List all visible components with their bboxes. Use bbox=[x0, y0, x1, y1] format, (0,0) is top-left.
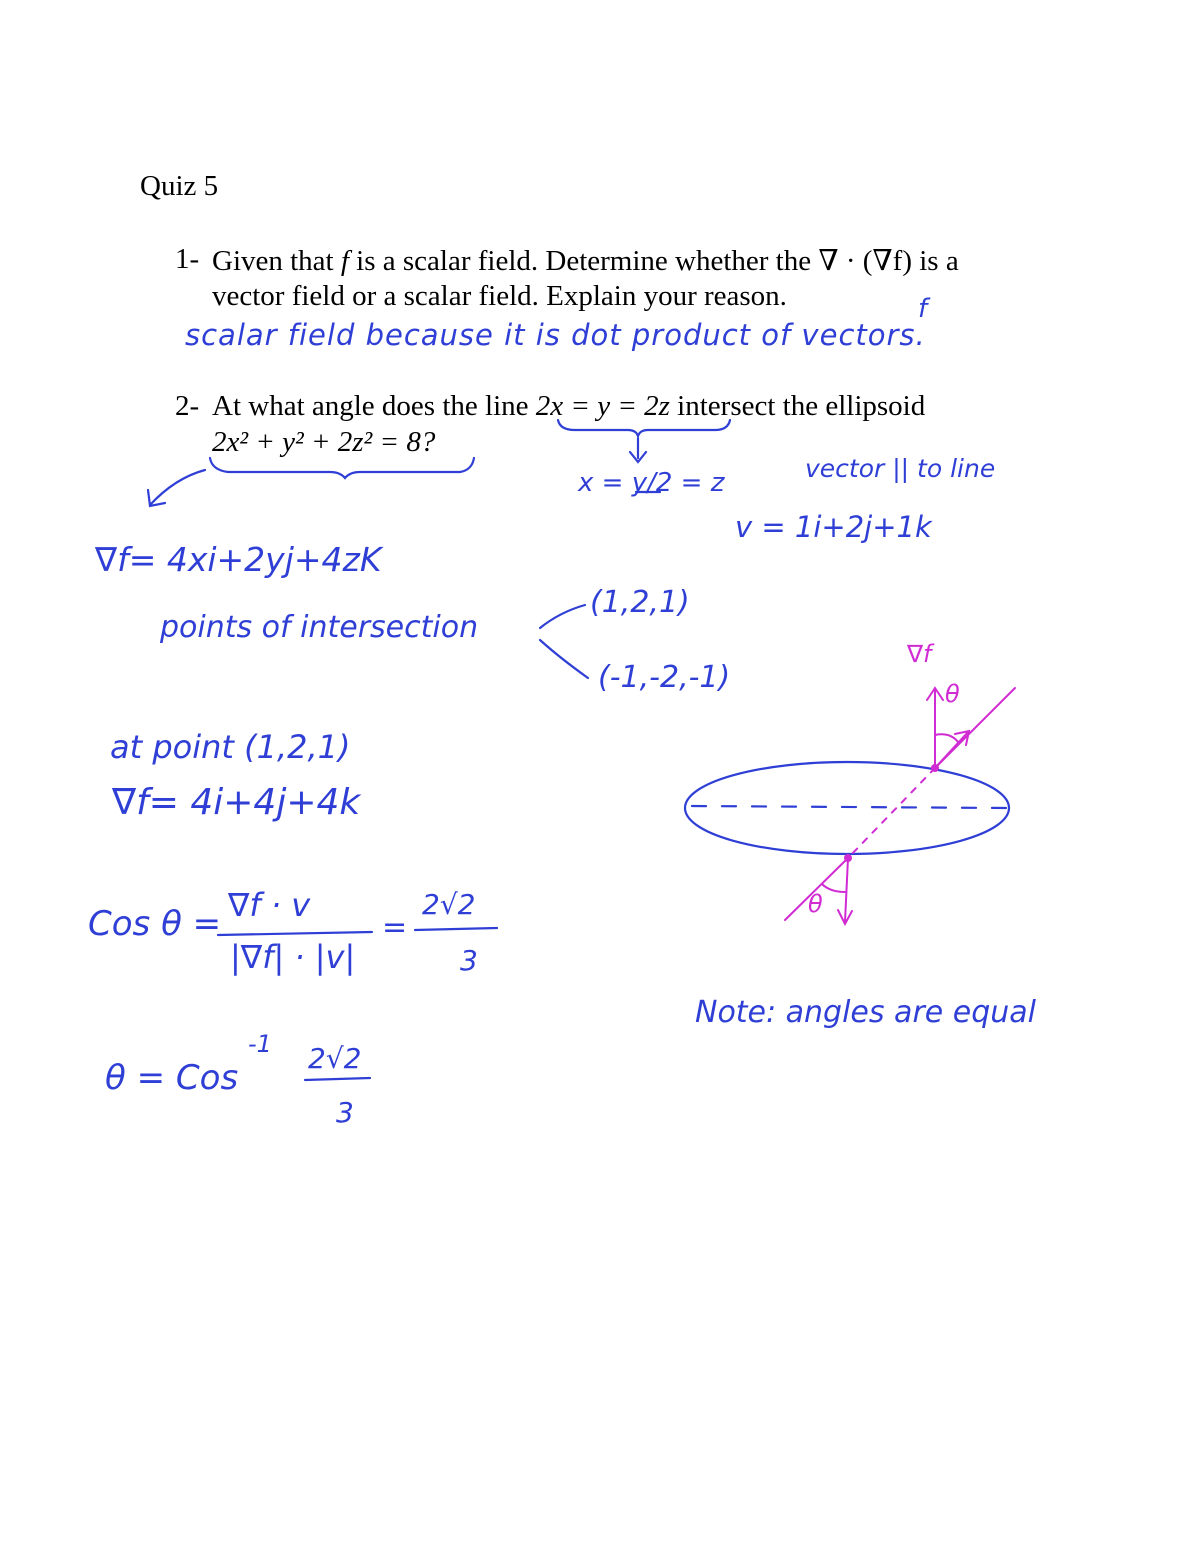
question-2-text-pre: At what angle does the line bbox=[212, 390, 536, 422]
intersection-branch-lower bbox=[540, 640, 588, 678]
question-2-text-post: intersect the ellipsoid bbox=[669, 390, 926, 422]
question-1-text-post: is a scalar field. Determine whether the ∇ · (∇f) is a bbox=[348, 245, 959, 277]
cos-theta-lhs: Cos θ = bbox=[88, 904, 222, 944]
cos-fraction-denominator: |∇f| · |v| bbox=[230, 938, 356, 976]
ellipsoid-curved-arrow bbox=[148, 470, 205, 506]
question-1-var: f bbox=[340, 245, 349, 277]
diagram-theta-bottom: θ bbox=[808, 890, 823, 918]
diagram-intersection-bottom bbox=[844, 854, 852, 862]
cos-value-denominator: 3 bbox=[460, 944, 478, 977]
theta-value-numerator: 2√2 bbox=[308, 1042, 362, 1075]
gradient-at-point: ∇f= 4i+4j+4k bbox=[112, 782, 361, 823]
diagram-gradient-label: ∇f bbox=[907, 640, 932, 668]
theta-inverse-exponent: -1 bbox=[248, 1030, 272, 1058]
question-1-number: 1- bbox=[175, 243, 200, 275]
ellipsoid-equator-dashes bbox=[692, 806, 1006, 808]
diagram-line-inside bbox=[848, 768, 935, 858]
question-2-line-equation: 2x = y = 2z bbox=[535, 390, 670, 422]
intersection-branch-upper bbox=[540, 605, 585, 628]
diagram-intersection-top bbox=[931, 764, 939, 772]
cos-value-numerator: 2√2 bbox=[422, 888, 476, 921]
direction-vector-equation: v = 1i+2j+1k bbox=[735, 510, 932, 544]
theta-lhs: θ = Cos bbox=[105, 1058, 239, 1098]
question-1-line2: vector field or a scalar field. Explain your reason. bbox=[212, 280, 787, 312]
brace-down-arrow bbox=[630, 438, 646, 462]
diagram-angle-arc-top bbox=[935, 734, 958, 742]
theta-value-denominator: 3 bbox=[336, 1096, 354, 1129]
note-angles-equal: Note: angles are equal bbox=[695, 995, 1037, 1030]
quiz-title: Quiz 5 bbox=[140, 170, 219, 202]
question-2-ellipsoid-equation: 2x² + y² + 2z² = 8? bbox=[212, 426, 436, 458]
theta-fraction-bar bbox=[305, 1078, 370, 1080]
cos-fraction-bar bbox=[218, 932, 372, 935]
intersection-point-1: (1,2,1) bbox=[590, 585, 690, 620]
cos-value-fraction-bar bbox=[415, 928, 497, 930]
answer-1-handwriting: scalar field because it is dot product of vectors. bbox=[185, 318, 926, 352]
at-point-label: at point (1,2,1) bbox=[110, 728, 351, 766]
gradient-expression: ∇f= 4xi+2yj+4zK bbox=[95, 540, 382, 579]
answer-1-f-mark: f bbox=[918, 294, 928, 324]
line-equation-brace bbox=[558, 420, 730, 436]
question-2-number: 2- bbox=[175, 390, 200, 422]
diagram-theta-top: θ bbox=[945, 680, 960, 708]
line-parametric-form: x = y/2 = z bbox=[578, 468, 725, 498]
ellipsoid-brace bbox=[210, 458, 474, 478]
question-1-text-pre: Given that bbox=[212, 245, 341, 277]
cos-fraction-numerator: ∇f · v bbox=[228, 886, 311, 924]
points-of-intersection-label: points of intersection bbox=[160, 610, 479, 645]
diagram-angle-arc-bottom bbox=[822, 884, 845, 892]
intersection-point-2: (-1,-2,-1) bbox=[598, 660, 731, 695]
diagram-gradient-arrow-up bbox=[927, 688, 943, 768]
vector-parallel-label: vector || to line bbox=[805, 454, 996, 483]
cos-equals-sign: = bbox=[382, 910, 408, 945]
